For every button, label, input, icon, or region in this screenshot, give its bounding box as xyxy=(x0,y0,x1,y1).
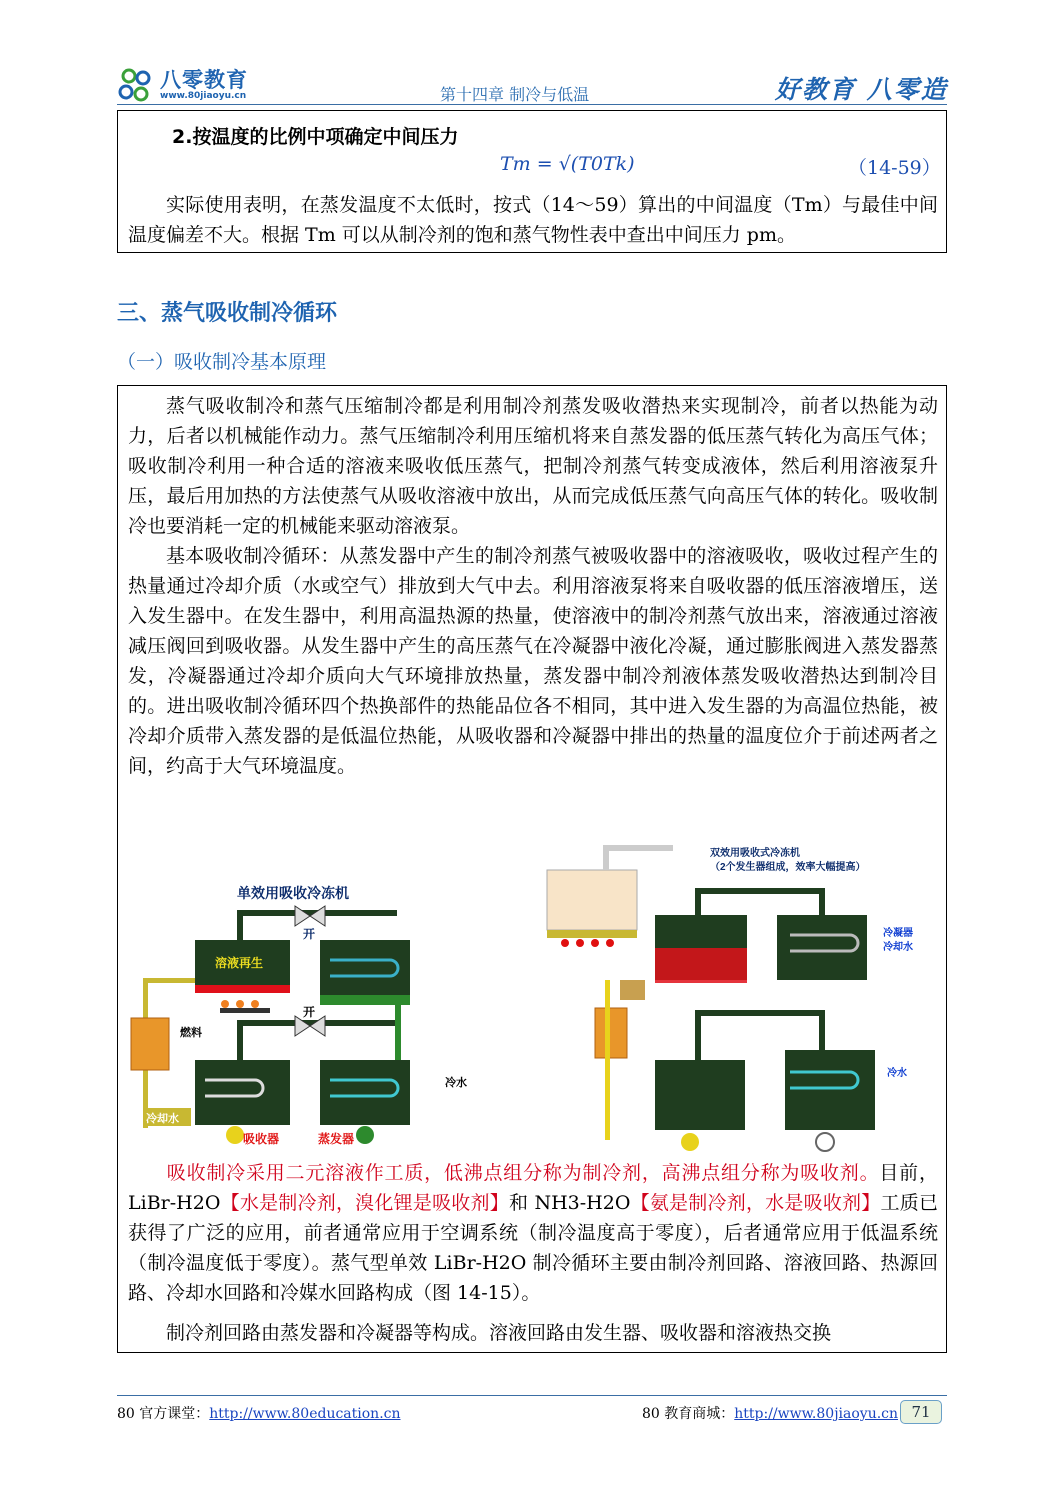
footer-left-link[interactable]: http://www.80education.cn xyxy=(209,1406,401,1422)
absorption-chiller-diagrams xyxy=(125,840,940,1155)
section-title: 三、蒸气吸收制冷循环 xyxy=(117,301,338,326)
formula: Tm = √(T0Tk) xyxy=(500,153,635,175)
box-paragraph: 实际使用表明，在蒸发温度不太低时，按式（14～59）算出的中间温度（Tm）与最佳中间温度偏差不大。根据 Tm 可以从制冷剂的饱和蒸气物性表中查出中间压力 pm。 xyxy=(128,194,938,246)
page-number: 71 xyxy=(900,1400,942,1424)
cooling-label: 冷却水 xyxy=(146,1113,179,1125)
paragraph-1: 蒸气吸收制冷和蒸气压缩制冷都是利用制冷剂蒸发吸收潜热来实现制冷，前者以热能为动力，后者以机械能作动力。蒸气压缩制冷利用压缩机将来自蒸发器的低压蒸气转化为高压气体；吸收制冷利用一种合适的溶液来吸收低压蒸气，把制冷剂蒸气转变成液体，然后利用溶液泵升压，最后用加热的方法使蒸气从吸收溶液中放出，从而完成低压蒸气向高压气体的转化。吸收制冷也要消耗一定的机械能来驱动溶液泵。 xyxy=(128,395,938,537)
single-effect-diagram xyxy=(131,885,467,1146)
footer-left xyxy=(117,1403,401,1423)
header-rule xyxy=(117,104,947,105)
cold-water-label-right: 冷水 xyxy=(887,1068,907,1079)
footer-right-label: 80 教育商城： xyxy=(642,1406,735,1422)
chapter-title: 第十四章 制冷与低温 xyxy=(440,85,590,104)
footer-left-label: 80 官方课堂： xyxy=(117,1406,210,1422)
evaporator-label: 蒸发器 xyxy=(318,1132,355,1146)
footer-right-link[interactable]: http://www.80jiaoyu.cn xyxy=(734,1406,899,1422)
subsection-title: （一）吸收制冷基本原理 xyxy=(117,351,327,373)
logo-icon xyxy=(115,66,159,106)
valve-label-top: 开 xyxy=(303,927,316,941)
paragraph-2: 基本吸收制冷循环：从蒸发器中产生的制冷剂蒸气被吸收器中的溶液吸收，吸收过程产生的热量通过冷却介质（水或空气）排放到大气中去。利用溶液泵将来自吸收器的低压溶液增压，送入发生器中。在发生器中，利用高温热源的热量，使溶液中的制冷剂蒸气放出来，溶液通过溶液减压阀回到吸收器。从发生器中产生的高压蒸气在冷凝器中液化冷凝，通过膨胀阀进入蒸发器蒸发，冷凝器通过冷却介质向大气环境排放热量，蒸发器中制冷剂液体蒸发吸收潜热达到制冷目的。进出吸收制冷循环四个热换部件的热能品位各不相同，其中进入发生器的为高温位热能，被冷却介质带入蒸发器的是低温位热能，从吸收器和冷凝器中排出的热量的温度位介于前述两者之间，约高于大气环境温度。 xyxy=(128,545,938,777)
para3-red-1: 吸收制冷采用二元溶液作工质，低沸点组分称为制冷剂，高沸点组分称为吸收剂。 xyxy=(166,1162,880,1184)
cold-water-label: 冷水 xyxy=(445,1077,467,1089)
para3-text-a: 目前，LiBr-H2O xyxy=(128,1162,938,1214)
paragraph-3 xyxy=(128,1158,938,1308)
logo-url: www.80jiaoyu.cn xyxy=(160,91,247,101)
double-title-1: 双效用吸收式冷冻机 xyxy=(710,848,800,859)
single-title: 单效用吸收冷冻机 xyxy=(237,885,349,901)
formula-number: （14-59） xyxy=(848,157,941,179)
slogan: 好教育 八零造 xyxy=(775,75,948,104)
valve-label-mid: 开 xyxy=(303,1005,316,1019)
double-effect-diagram xyxy=(547,845,913,1151)
footer-right xyxy=(642,1403,898,1423)
regen-label: 溶液再生 xyxy=(215,956,264,970)
cooling-label-right: 冷却水 xyxy=(883,942,913,953)
para3-red-3: 【氨是制冷剂，水是吸收剂】 xyxy=(630,1192,881,1214)
box-heading: 2.按温度的比例中项确定中间压力 xyxy=(172,126,459,148)
para3-red-2: 【水是制冷剂，溴化锂是吸收剂】 xyxy=(220,1192,509,1214)
condenser-label: 冷凝器 xyxy=(883,928,913,939)
absorber-label: 吸收器 xyxy=(243,1132,280,1146)
logo-text: 八零教育 xyxy=(160,68,248,92)
fuel-label: 燃料 xyxy=(180,1027,202,1039)
paragraph-4: 制冷剂回路由蒸发器和冷凝器等构成。溶液回路由发生器、吸收器和溶液热交换 xyxy=(166,1322,832,1344)
double-title-2: （2个发生器组成，效率大幅提高） xyxy=(710,862,866,873)
para3-text-c: 工质已获得了广泛的应用，前者通常应用于空调系统（制冷温度高于零度），后者通常应用于低温系统（制冷温度低于零度）。蒸气型单效 LiBr-H2O 制冷循环主要由制冷剂回路、溶液回路、热源回路、冷却水回路和冷媒水回路构成（图 14-15）。 xyxy=(128,1192,938,1304)
footer-rule xyxy=(117,1395,947,1396)
para3-text-b: 和 NH3-H2O xyxy=(508,1192,631,1214)
